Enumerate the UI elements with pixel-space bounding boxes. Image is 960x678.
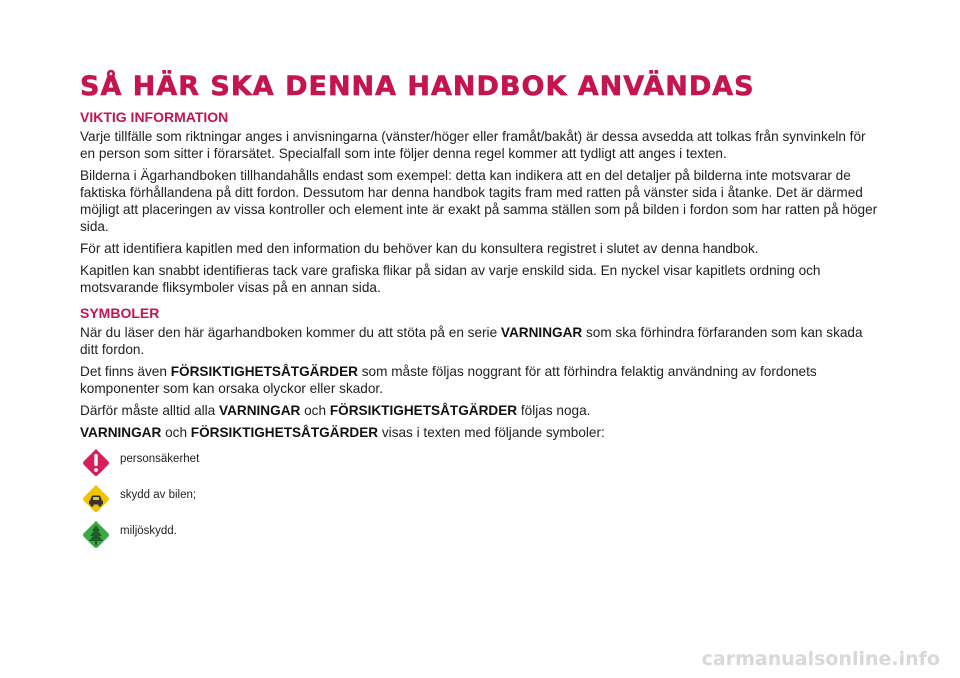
paragraph-warnings: När du läser den här ägarhandboken kommer du att stöta på en serie VARNINGAR som ska förhindra förfaranden som kan skada ditt fordon. xyxy=(80,325,863,357)
paragraph-chapter-tabs: Kapitlen kan snabbt identifieras tack vare grafiska flikar på sidan av varje enskild sida. En nyckel visar kapitlets ordning och motsvarande fliksymboler visas på en annan sida. xyxy=(80,263,821,295)
section-heading-important: VIKTIG INFORMATION xyxy=(80,109,229,125)
symbol-row-personal-safety xyxy=(80,447,880,483)
paragraph-illustrations: Bilderna i Ägarhandboken tillhandahålls endast som exempel: detta kan indikera att en del detaljer på bilderna inte motsvarar de faktiska förhållandena på ditt fordon. Dessutom har denna handbok tagits fram med ratten på vänster sida i åtanke. Det är därmed möjligt att placeringen av vissa kontroller och element inte är exakt på samma ställen som på bilden i fordon som har ratten på höger sida. xyxy=(80,168,878,234)
page-title: SÅ HÄR SKA DENNA HANDBOK ANVÄNDAS xyxy=(80,71,755,102)
paragraph-follow: Därför måste alltid alla VARNINGAR och FÖRSIKTIGHETSÅTGÄRDER följas noga. xyxy=(80,403,591,418)
manual-page xyxy=(80,70,880,555)
paragraph-precautions: Det finns även FÖRSIKTIGHETSÅTGÄRDER som måste följas noggrant för att förhindra felaktig användning av fordonets komponenter som kan orsaka olyckor eller skador. xyxy=(80,364,817,396)
paragraph-directions: Varje tillfälle som riktningar anges i anvisningarna (vänster/höger eller framåt/bakåt) är dessa avsedda att tolkas från synvinkeln för en person som sitter i förarsätet. Specialfall som inte följer denna regel kommer att tydligt att anges i texten. xyxy=(80,129,866,161)
symbol-row-car-protection xyxy=(80,483,880,519)
paragraph-symbols-intro: VARNINGAR och FÖRSIKTIGHETSÅTGÄRDER visas i texten med följande symboler: xyxy=(80,425,605,440)
symbol-list xyxy=(80,447,880,555)
section-heading-symbols: SYMBOLER xyxy=(80,305,160,321)
watermark: carmanualsonline.info xyxy=(701,648,940,670)
symbol-label: personsäkerhet xyxy=(120,453,200,465)
symbol-row-environment xyxy=(80,519,880,555)
paragraph-index: För att identifiera kapitlen med den information du behöver kan du konsultera registret i slutet av denna handbok. xyxy=(80,241,759,256)
symbol-label: miljöskydd. xyxy=(120,525,177,537)
car-warning-icon xyxy=(80,483,112,515)
symbol-label: skydd av bilen; xyxy=(120,489,197,501)
exclamation-warning-icon xyxy=(80,447,112,479)
tree-warning-icon xyxy=(80,519,112,551)
